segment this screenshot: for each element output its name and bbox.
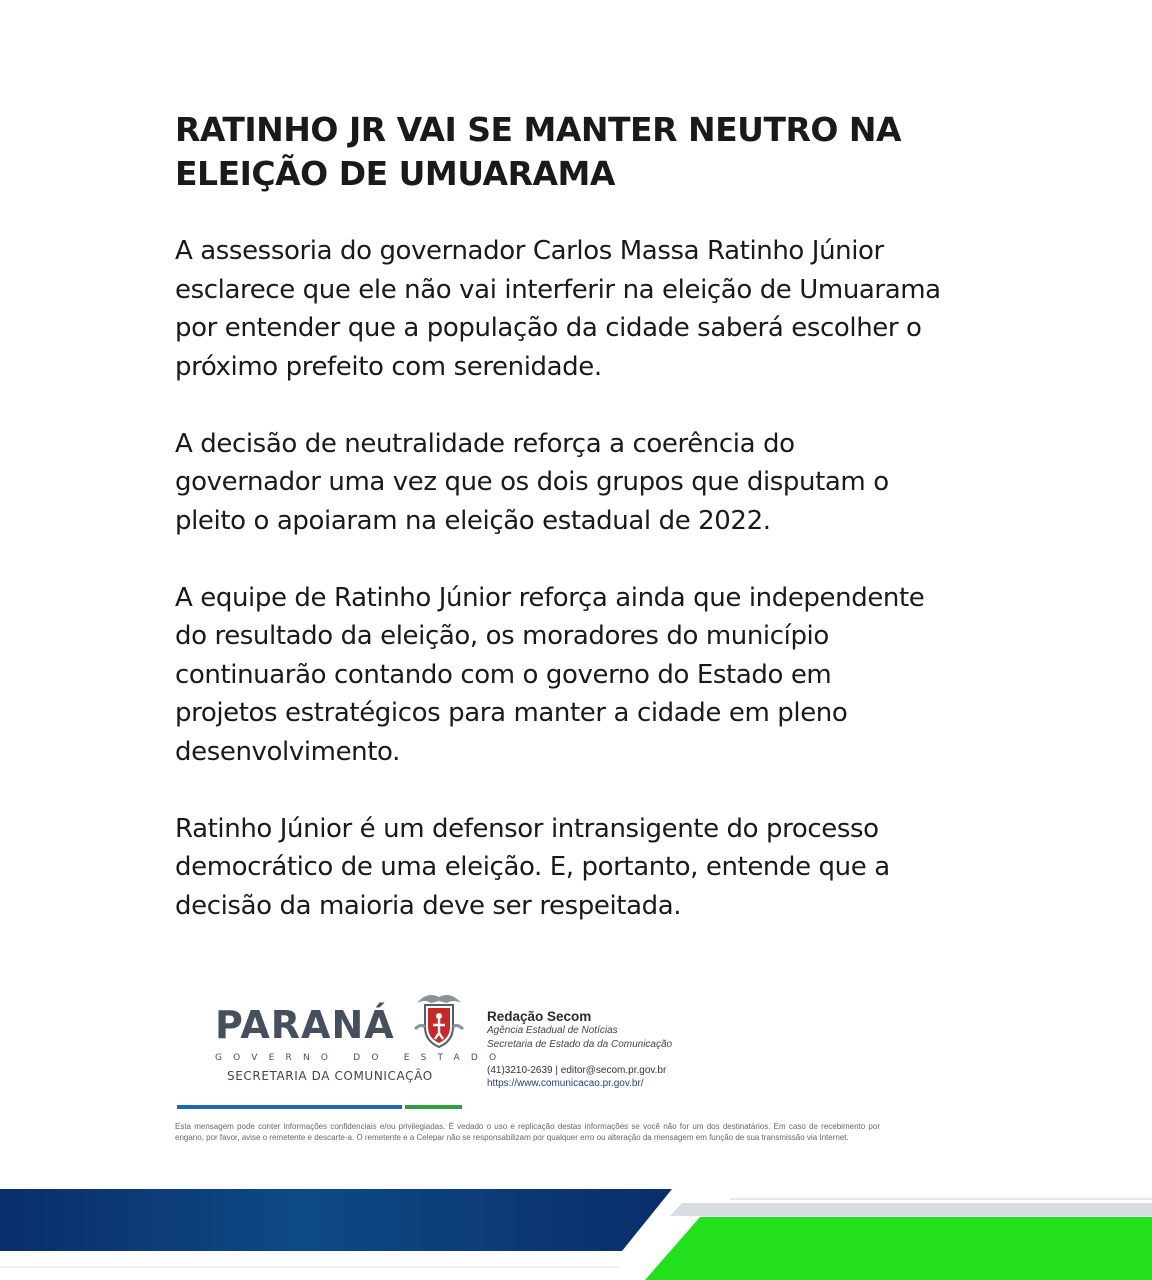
agency-name: Agência Estadual de Notícias [487,1025,618,1036]
footer-brand-band [0,1182,1152,1280]
department-label: SECRETARIA DA COMUNICAÇÃO [227,1069,433,1083]
headline-line-2: ELEIÇÃO DE UMUARAMA [175,154,615,193]
logo-green-bar [405,1105,462,1109]
paragraph-4: Ratinho Júnior é um defensor intransigente do processo democrático de uma eleição. E, portanto, entende que a decisão da maioria deve ser respeitada. [175,813,890,921]
paragraph-1: A assessoria do governador Carlos Massa Ratinho Júnior esclarece que ele não vai interferir na eleição de Umuarama por entender que a população da cidade saberá escolher o próximo prefeito com serenidade. [175,236,941,382]
article-body [175,232,1005,964]
governo-do-estado-label: GOVERNO DO ESTADO [215,1053,508,1063]
org-name: Redação Secom [487,1009,592,1024]
headline-line-1: RATINHO JR VAI SE MANTER NEUTRO NA [175,110,902,149]
phone-email: (41)3210-2639 | editor@secom.pr.gov.br [487,1065,667,1076]
headline [175,108,935,196]
secretariat-name: Secretaria de Estado da da Comunicação [487,1039,673,1050]
paragraph-3: A equipe de Ratinho Júnior reforça ainda que independente do resultado da eleição, os moradores do município continuarão contando com o governo do Estado em projetos estratégicos para manter a cidade em pleno desenvolvimento. [175,582,925,767]
website-link[interactable]: https://www.comunicacao.pr.gov.br/ [487,1078,644,1089]
paragraph-2: A decisão de neutralidade reforça a coerência do governador uma vez que os dois grupos que disputam o pleito o apoiaram na eleição estadual de 2022. [175,428,889,536]
parana-logo-text: PARANÁ [215,1003,395,1047]
parana-coat-of-arms-icon [413,989,465,1051]
confidentiality-disclaimer: Esta mensagem pode conter informações confidenciais e/ou privilegiadas. É vedado o uso e replicação destas informações se você não for um dos destinatários. Em caso de recebimento por engano, por favor, avise o remetente e descarte-a. O remetente e a Celepar não se responsabilizam por qualquer erro ou alteração da mensagem em função de sua transmissão via Internet. [175,1122,880,1142]
logo-blue-bar [177,1105,402,1109]
contact-block [487,1009,672,1090]
